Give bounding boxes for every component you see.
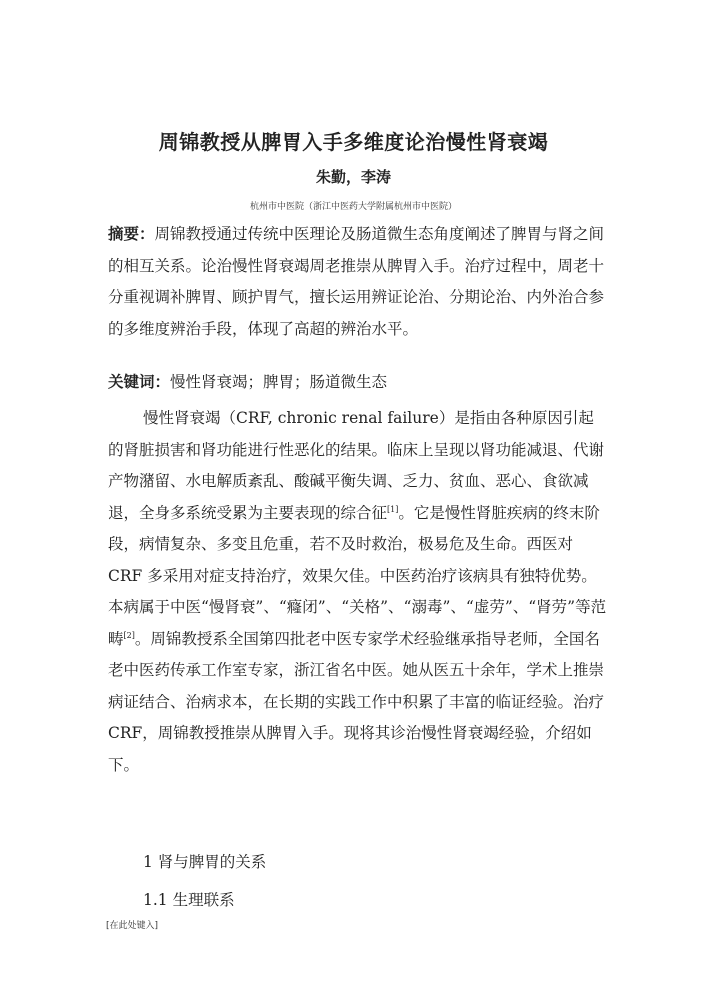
keywords-paragraph <box>108 367 608 399</box>
abstract-paragraph <box>108 219 608 345</box>
intro-text-2: 。它是慢性肾脏疾病的终末阶段，病情复杂、多变且危重，若不及时救治，极易危及生命。西医对 CRF 多采用对症支持治疗，效果欠佳。中医药治疗该病具有独特优势。本病属于中医“慢肾衰”、“癃闭”、“关格”、“溺毒”、“虚劳”、“肾劳”等范畴 <box>108 503 607 648</box>
authors: 朱勤，李涛 <box>315 168 391 186</box>
section-heading-1-1: 1.1 生理联系 <box>143 891 235 909</box>
paper-title: 周锦教授从脾胃入手多维度论治慢性肾衰竭 <box>158 130 549 154</box>
intro-text-1: 慢性肾衰竭（CRF, chronic renal failure）是指由各种原因引起的肾脏损害和肾功能进行性恶化的结果。临床上呈现以肾功能减退、代谢产物潴留、水电解质紊乱、酸碱平衡失调、乏力、贫血、恶心、食欲减退，全身多系统受累为主要表现的综合征 <box>108 409 605 522</box>
abstract-label: 摘要： <box>108 225 155 243</box>
affiliation: 杭州市中医院（浙江中医药大学附属杭州市中医院） <box>249 202 457 212</box>
section-heading-1: 1 肾与脾胃的关系 <box>143 853 267 871</box>
keywords-text: 慢性肾衰竭；脾胃；肠道微生态 <box>170 373 388 391</box>
footer-placeholder: [在此处键入] <box>106 921 159 931</box>
reference-2: [2] <box>123 630 135 640</box>
intro-paragraph <box>108 403 608 781</box>
intro-text-3: 。周锦教授系全国第四批老中医专家学术经验继承指导老师，全国名老中医药传承工作室专家，浙江省名中医。她从医五十余年，学术上推崇病证结合、治病求本，在长期的实践工作中积累了丰富的临证经验。治疗 CRF，周锦教授推崇从脾胃入手。现将其诊治慢性肾衰竭经验，介绍如下。 <box>108 629 605 774</box>
keywords-label: 关键词： <box>108 373 171 391</box>
reference-1: [1] <box>387 504 399 514</box>
abstract-text: 周锦教授通过传统中医理论及肠道微生态角度阐述了脾胃与肾之间的相互关系。论治慢性肾衰竭周老推崇从脾胃入手。治疗过程中，周老十分重视调补脾胃、顾护胃气，擅长运用辨证论治、分期论治、内外治合参的多维度辨治手段，体现了高超的辨治水平。 <box>108 225 605 338</box>
